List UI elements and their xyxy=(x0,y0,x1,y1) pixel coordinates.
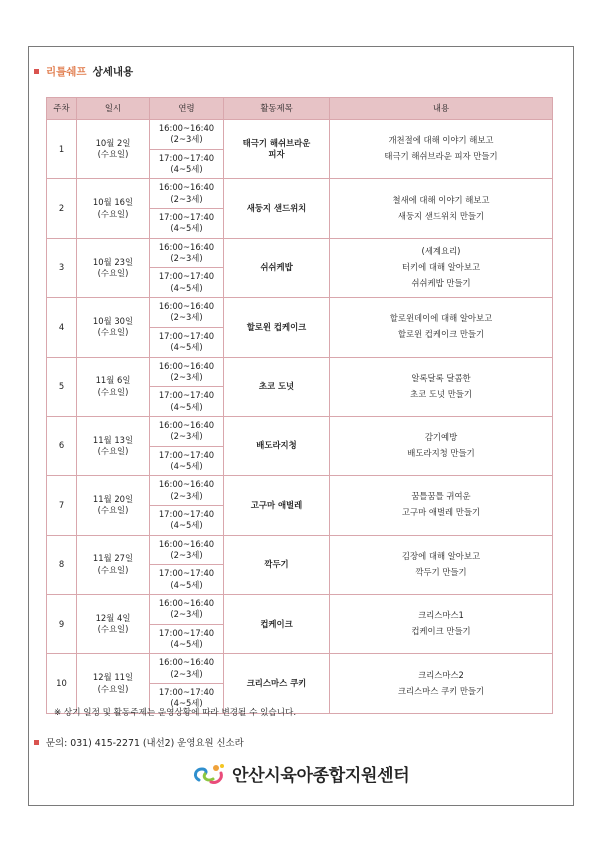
date-text: 11월 20일 xyxy=(92,494,134,505)
time-slot-cell xyxy=(150,446,224,476)
week-cell xyxy=(47,238,77,297)
activity-title-cell xyxy=(224,654,330,713)
header-week: 주차 xyxy=(47,98,77,120)
heading-main: 상세내용 xyxy=(92,66,134,78)
content-line: 쉬쉬케밥 만들기 xyxy=(411,277,471,288)
time-text: 17:00~17:40 xyxy=(158,271,215,282)
content-line: 철새에 대해 이야기 해보고 xyxy=(392,194,490,205)
content-line: 깍두기 만들기 xyxy=(415,566,467,577)
time-text: 17:00~17:40 xyxy=(158,687,215,698)
time-slot-cell xyxy=(150,179,224,209)
weekday-text: (수요일) xyxy=(97,267,129,278)
age-text: (4~5세) xyxy=(170,342,203,353)
contact-line xyxy=(34,735,244,749)
activity-title-line: 크리스마스 쿠키 xyxy=(246,677,307,688)
week-cell xyxy=(47,179,77,238)
age-text: (4~5세) xyxy=(170,460,203,471)
content-cell xyxy=(330,357,553,416)
table-row xyxy=(47,595,553,625)
date-cell xyxy=(77,595,150,654)
activity-title-cell xyxy=(224,357,330,416)
week-number: 3 xyxy=(58,262,65,273)
time-slot-cell xyxy=(150,624,224,654)
date-cell xyxy=(77,298,150,357)
header-title: 활동제목 xyxy=(224,98,330,120)
activity-title-line: 고구마 애벌레 xyxy=(250,499,303,510)
content-line: 태극기 해쉬브라운 피자 만들기 xyxy=(384,151,498,162)
week-number: 7 xyxy=(58,499,65,510)
age-text: (4~5세) xyxy=(170,223,203,234)
week-cell xyxy=(47,416,77,475)
time-slot-cell xyxy=(150,327,224,357)
activity-title-line: 컵케이크 xyxy=(260,618,293,629)
weekday-text: (수요일) xyxy=(97,208,129,219)
content-line: 고구마 애벌레 만들기 xyxy=(401,507,481,518)
time-slot-cell xyxy=(150,357,224,387)
week-cell xyxy=(47,595,77,654)
age-text: (4~5세) xyxy=(170,520,203,531)
date-text: 10월 30일 xyxy=(92,315,134,326)
age-text: (4~5세) xyxy=(170,639,203,650)
table-row xyxy=(47,654,553,684)
weekday-text: (수요일) xyxy=(97,446,129,457)
week-number: 10 xyxy=(56,677,67,688)
table-row xyxy=(47,476,553,506)
week-number: 8 xyxy=(58,559,65,570)
date-text: 10월 2일 xyxy=(95,137,131,148)
activity-title-line: 태극기 해쉬브라운 xyxy=(242,137,311,148)
date-cell xyxy=(77,535,150,594)
time-text: 17:00~17:40 xyxy=(158,508,215,519)
table-row xyxy=(47,357,553,387)
date-cell xyxy=(77,654,150,713)
time-slot-cell xyxy=(150,505,224,535)
content-cell xyxy=(330,535,553,594)
activity-title-line: 피자 xyxy=(268,149,285,160)
age-text: (2~3세) xyxy=(170,668,203,679)
age-text: (2~3세) xyxy=(170,253,203,264)
center-logo-text: 안산시육아종합지원센터 xyxy=(232,765,410,786)
date-cell xyxy=(77,238,150,297)
content-cell xyxy=(330,416,553,475)
time-text: 16:00~16:40 xyxy=(158,301,215,312)
time-text: 16:00~16:40 xyxy=(158,657,215,668)
weekday-text: (수요일) xyxy=(97,505,129,516)
weekday-text: (수요일) xyxy=(97,683,129,694)
schedule-table xyxy=(46,97,553,714)
week-cell xyxy=(47,654,77,713)
content-line: 크리스마스1 xyxy=(418,610,464,621)
age-text: (4~5세) xyxy=(170,401,203,412)
time-slot-cell xyxy=(150,535,224,565)
week-number: 1 xyxy=(58,143,65,154)
date-cell xyxy=(77,357,150,416)
time-text: 16:00~16:40 xyxy=(158,419,215,430)
time-text: 17:00~17:40 xyxy=(158,212,215,223)
week-number: 2 xyxy=(58,202,65,213)
time-text: 17:00~17:40 xyxy=(158,152,215,163)
age-text: (2~3세) xyxy=(170,134,203,145)
activity-title-cell xyxy=(224,298,330,357)
content-line: 배도라지청 만들기 xyxy=(407,448,475,459)
age-text: (4~5세) xyxy=(170,698,203,709)
weekday-text: (수요일) xyxy=(97,624,129,635)
activity-title-line: 새둥지 샌드위치 xyxy=(246,202,307,213)
time-text: 17:00~17:40 xyxy=(158,568,215,579)
week-cell xyxy=(47,298,77,357)
time-text: 16:00~16:40 xyxy=(158,598,215,608)
date-cell xyxy=(77,476,150,535)
weekday-text: (수요일) xyxy=(97,149,129,160)
week-number: 9 xyxy=(58,618,65,629)
time-text: 16:00~16:40 xyxy=(158,123,215,133)
time-slot-cell xyxy=(150,298,224,328)
content-line: 할로윈데이에 대해 알아보고 xyxy=(389,313,493,324)
content-line: 초코 도넛 만들기 xyxy=(410,388,472,399)
content-line: 컵케이크 만들기 xyxy=(411,626,471,637)
table-row xyxy=(47,238,553,268)
content-line: 터키에 대해 알아보고 xyxy=(401,261,481,272)
time-text: 17:00~17:40 xyxy=(158,449,215,460)
header-date: 일시 xyxy=(77,98,150,120)
activity-title-cell xyxy=(224,535,330,594)
content-line: 알록달록 달콤한 xyxy=(411,372,471,383)
date-cell xyxy=(77,120,150,179)
content-line: 크리스마스 쿠키 만들기 xyxy=(397,685,485,696)
age-text: (2~3세) xyxy=(170,549,203,560)
date-cell xyxy=(77,179,150,238)
activity-title-cell xyxy=(224,595,330,654)
week-number: 4 xyxy=(58,321,65,332)
time-text: 16:00~16:40 xyxy=(158,479,215,490)
activity-title-line: 배도라지청 xyxy=(256,440,297,451)
content-cell xyxy=(330,120,553,179)
header-content: 내용 xyxy=(330,98,553,120)
content-line: 꿈틀꿈틀 귀여운 xyxy=(411,491,471,502)
center-logo-icon xyxy=(192,760,226,786)
age-text: (2~3세) xyxy=(170,312,203,323)
content-cell xyxy=(330,238,553,297)
content-cell xyxy=(330,654,553,713)
heading-accent: 리틀쉐프 xyxy=(46,66,87,78)
table-row xyxy=(47,298,553,328)
week-cell xyxy=(47,535,77,594)
date-text: 11월 6일 xyxy=(95,375,131,386)
age-text: (4~5세) xyxy=(170,164,203,175)
time-slot-cell xyxy=(150,416,224,446)
activity-title-cell xyxy=(224,238,330,297)
schedule-note: ※ 상기 일정 및 활동주제는 운영상황에 따라 변경될 수 있습니다. xyxy=(54,708,297,718)
activity-title-line: 할로윈 컵케이크 xyxy=(246,321,307,332)
week-cell xyxy=(47,476,77,535)
time-text: 16:00~16:40 xyxy=(158,241,215,252)
week-number: 5 xyxy=(58,381,65,392)
age-text: (2~3세) xyxy=(170,193,203,204)
content-line: 할로윈 컵케이크 만들기 xyxy=(397,329,485,340)
bullet-icon xyxy=(34,740,39,745)
time-slot-cell xyxy=(150,565,224,595)
time-slot-cell xyxy=(150,120,224,150)
age-text: (2~3세) xyxy=(170,371,203,382)
content-cell xyxy=(330,179,553,238)
time-text: 17:00~17:40 xyxy=(158,627,215,638)
age-text: (2~3세) xyxy=(170,431,203,442)
time-slot-cell xyxy=(150,476,224,506)
date-text: 10월 23일 xyxy=(92,256,134,267)
week-cell xyxy=(47,120,77,179)
table-row xyxy=(47,535,553,565)
age-text: (4~5세) xyxy=(170,282,203,293)
age-text: (4~5세) xyxy=(170,579,203,590)
content-line: 개천절에 대해 이야기 해보고 xyxy=(388,135,494,146)
activity-title-cell xyxy=(224,476,330,535)
content-cell xyxy=(330,298,553,357)
content-cell xyxy=(330,595,553,654)
time-text: 16:00~16:40 xyxy=(158,182,215,193)
time-slot-cell xyxy=(150,209,224,239)
age-text: (2~3세) xyxy=(170,490,203,501)
section-heading xyxy=(34,64,133,79)
time-slot-cell xyxy=(150,149,224,179)
activity-title-cell xyxy=(224,179,330,238)
center-logo xyxy=(192,760,409,786)
time-slot-cell xyxy=(150,654,224,684)
content-line: 크리스마스2 xyxy=(418,669,464,680)
age-text: (2~3세) xyxy=(170,609,203,620)
time-text: 17:00~17:40 xyxy=(158,390,215,401)
activity-title-line: 초코 도넛 xyxy=(258,381,295,392)
bullet-icon xyxy=(34,69,39,74)
content-line: 감기예방 xyxy=(424,432,458,443)
contact-text: 문의: 031) 415-2271 (내선2) 운영요원 신소라 xyxy=(46,738,244,749)
activity-title-cell xyxy=(224,120,330,179)
content-line: (세계요리) xyxy=(421,245,461,256)
activity-title-line: 쉬쉬케밥 xyxy=(260,262,293,273)
date-text: 10월 16일 xyxy=(92,197,134,208)
table-row xyxy=(47,179,553,209)
date-text: 12월 4일 xyxy=(95,612,131,623)
content-line: 김장에 대해 알아보고 xyxy=(401,550,481,561)
table-row xyxy=(47,416,553,446)
activity-title-line: 깍두기 xyxy=(264,559,289,570)
week-cell xyxy=(47,357,77,416)
time-text: 17:00~17:40 xyxy=(158,330,215,341)
weekday-text: (수요일) xyxy=(97,564,129,575)
week-number: 6 xyxy=(58,440,65,451)
date-text: 11월 13일 xyxy=(92,434,134,445)
time-slot-cell xyxy=(150,595,224,625)
activity-title-cell xyxy=(224,416,330,475)
weekday-text: (수요일) xyxy=(97,327,129,338)
time-slot-cell xyxy=(150,238,224,268)
time-slot-cell xyxy=(150,268,224,298)
time-text: 16:00~16:40 xyxy=(158,360,215,371)
weekday-text: (수요일) xyxy=(97,386,129,397)
table-header-row xyxy=(47,98,553,120)
date-text: 12월 11일 xyxy=(92,672,134,683)
header-age: 연령 xyxy=(150,98,224,120)
time-slot-cell xyxy=(150,387,224,417)
table-row xyxy=(47,120,553,150)
date-cell xyxy=(77,416,150,475)
content-cell xyxy=(330,476,553,535)
time-text: 16:00~16:40 xyxy=(158,538,215,549)
content-line: 새둥지 샌드위치 만들기 xyxy=(397,210,485,221)
date-text: 11월 27일 xyxy=(92,553,134,564)
